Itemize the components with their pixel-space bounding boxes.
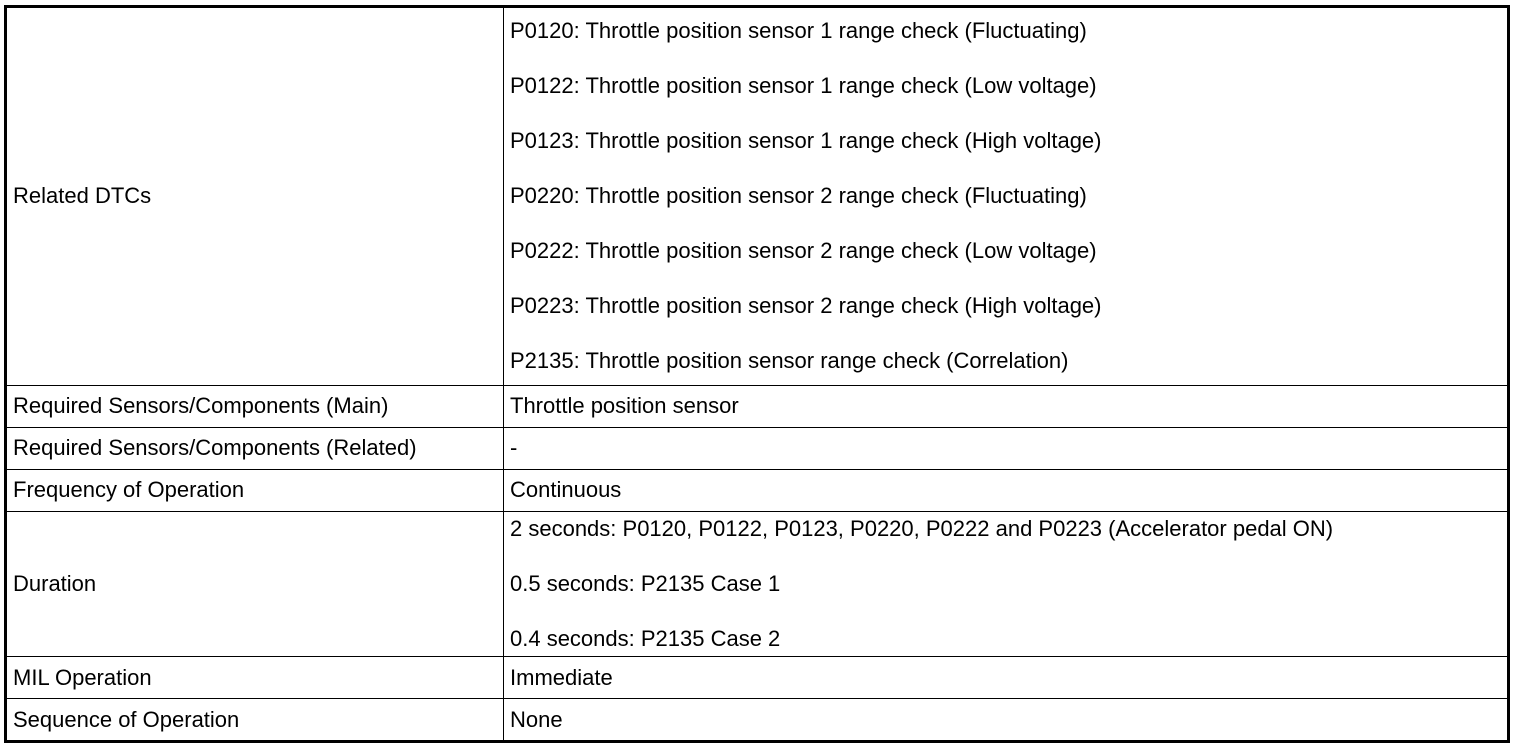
dtc-item: P0123: Throttle position sensor 1 range check (High voltage) — [510, 128, 1102, 154]
table-row-required-related — [6, 427, 1509, 469]
dtc-item: P2135: Throttle position sensor range check (Correlation) — [510, 348, 1069, 374]
table-row-required-main — [6, 385, 1509, 427]
monitor-spec-table — [4, 5, 1510, 743]
row-values — [504, 511, 1509, 656]
table-row-sequence — [6, 699, 1509, 742]
row-label: Required Sensors/Components (Related) — [6, 427, 504, 469]
row-value: Throttle position sensor — [504, 385, 1509, 427]
dtc-item: P0223: Throttle position sensor 2 range check (High voltage) — [510, 293, 1102, 319]
row-values — [504, 7, 1509, 386]
row-label: Frequency of Operation — [6, 469, 504, 511]
table-row-duration — [6, 511, 1509, 656]
row-label: Sequence of Operation — [6, 699, 504, 742]
row-value: None — [504, 699, 1509, 742]
table-row-mil-operation — [6, 657, 1509, 699]
dtc-item: P0222: Throttle position sensor 2 range check (Low voltage) — [510, 238, 1097, 264]
dtc-item: P0122: Throttle position sensor 1 range check (Low voltage) — [510, 73, 1097, 99]
dtc-item: P0220: Throttle position sensor 2 range check (Fluctuating) — [510, 183, 1087, 209]
dtc-item: P0120: Throttle position sensor 1 range check (Fluctuating) — [510, 18, 1087, 44]
table-row-frequency — [6, 469, 1509, 511]
row-value: Immediate — [504, 657, 1509, 699]
row-value: Continuous — [504, 469, 1509, 511]
row-label: Related DTCs — [6, 7, 504, 386]
duration-item: 0.4 seconds: P2135 Case 2 — [510, 625, 781, 651]
row-value: - — [504, 427, 1509, 469]
row-label: MIL Operation — [6, 657, 504, 699]
duration-item: 2 seconds: P0120, P0122, P0123, P0220, P0222 and P0223 (Accelerator pedal ON) — [510, 515, 1334, 541]
row-label: Duration — [6, 511, 504, 656]
table-row-related-dtcs — [6, 7, 1509, 386]
duration-item: 0.5 seconds: P2135 Case 1 — [510, 570, 781, 596]
row-label: Required Sensors/Components (Main) — [6, 385, 504, 427]
